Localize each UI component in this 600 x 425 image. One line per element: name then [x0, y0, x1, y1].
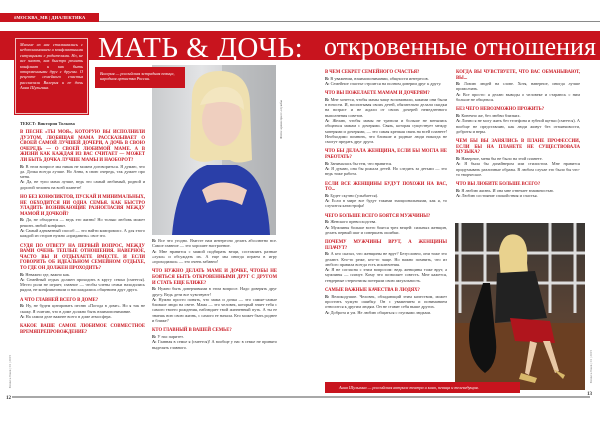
answer-paragraph — [325, 251, 447, 267]
answer-paragraph — [152, 238, 277, 249]
speaker-initial: В: — [325, 293, 330, 299]
answer-paragraph — [20, 217, 145, 228]
answer-text: Мне хочется, чтобы мамы чаще вспоминали, какими они были в юности. И, воспитывая своих детей, обязательно делали скидки на возраст и не ждали от своих дочерей немедленного выполнения советов. — [325, 96, 447, 118]
column-1 — [20, 130, 145, 335]
speaker-initial: В: — [325, 251, 330, 257]
answer-text: Все что угодно. Вместе нам интересно делать абсолютно все. Самое главное — это хорошее настроение. — [152, 238, 277, 249]
answer-paragraph — [325, 310, 447, 315]
answer-paragraph — [325, 198, 447, 209]
answer-text: Я не согласна с этим вопросом: ведь женщины тоже врут, а мужчины — плачут. Кому что позволяет совесть. Мне кажется, гендерные стереотипы потеряли свою актуальность. — [325, 267, 447, 283]
question-heading: ПОЧЕМУ МУЖЧИНЫ ВРУТ, А ЖЕНЩИНЫ ПЛАЧУТ? — [325, 240, 447, 251]
answer-text: На самом деле важнее всего в доме атмосфера. — [25, 313, 112, 319]
answer-text: Неважно где, важно как. — [25, 271, 71, 277]
answer-text: Самый адекватный способ — это найти компромисс. А для этого каждой из сторон нужно «придавить» свое эго. — [20, 228, 146, 239]
speaker-initial: А: — [20, 276, 25, 282]
question-heading: ЧЕМ БЫ ВЫ ЗАНЯЛИСЬ В ПЛАНЕ ПРОФЕССИИ, ЕСЛИ БЫ НА ПЛАНЕТЕ НЕ СУЩЕСТВОВАЛА МУЗЫКА? — [456, 139, 580, 156]
question-heading: В ЧЕМ СЕКРЕТ СЕМЕЙНОГО СЧАСТЬЯ? — [325, 70, 420, 75]
answer-text: У нас паритет. — [157, 333, 184, 339]
answer-text: Нужно быть доверчивыми в этом вопросе. Надо доверять друг другу. Ведь дети все чувствуют! — [152, 286, 277, 297]
answer-text: Лично я не могу жить без телефона и зубной щетки (смеется). А вообще не представляю, как люди живут без отзывчивости, доброты и веры. — [456, 118, 580, 134]
answer-paragraph — [325, 267, 447, 283]
section-tag: #МОСКВА_МВ | ДИАЛЕКТИКА — [0, 13, 99, 22]
speaker-initial: А: — [325, 117, 330, 123]
title-part-2: откровенные отношения — [324, 32, 596, 61]
speaker-initial: А: — [325, 80, 330, 86]
photo-credit: Фото: архив пресс-службы — [279, 100, 283, 139]
answer-paragraph — [456, 161, 580, 177]
answer-text: Нужно просто понять, что мама и дочка — это самые-самые близкие люди на свете. Мама — это человек, который знает тебя с самого твоего рождения, наблюдает твой жизненный путь. А ты ее знаешь всю свою жизнь, с самого ее начала. Кто может быть роднее и ближе? — [152, 296, 277, 324]
answer-text: Доброта и ум. Не люблю общаться с глупыми людьми. — [330, 309, 432, 315]
answer-paragraph — [325, 97, 447, 118]
question-heading: В ПЕСНЕ «ТЫ МОЯ», КОТОРУЮ ВЫ ИСПОЛНИЛИ ДУЭТОМ, ЛЮБЯЩАЯ МАМА РАССКАЗЫВАЕТ О СВОЕЙ САМОЙ ЛУЧШЕЙ ДОЧЕРИ, А ДОЧЬ В СВОЮ ОЧЕРЕДЬ — О СВОЕЙ ЛЮБИМОЙ МАМЕ. А В ЖИЗНИ КАК КАЖДАЯ ИЗ ВАС СЧИТАЕТ — МОЖЕТ ЛИ БЫТЬ ДОЧКА ЛУЧШЕ МАМЫ И НАОБОРОТ? — [20, 130, 145, 163]
answer-text: Занималась бы тем, что нравится. — [330, 160, 393, 166]
header-rule — [99, 21, 600, 22]
photo-caption: Валерия — российская эстрадная певица, народная артистка России. — [95, 67, 185, 88]
answer-text: Да, не обходится — ведь это жизнь! Но только любовь может решить любой конфликт. — [20, 217, 146, 228]
answer-paragraph — [325, 294, 447, 310]
answer-text: Если в мире все будут такими эмоциональными, как я, то случится катастрофа! — [325, 198, 448, 209]
question-heading: БЕЗ ЧЕГО НЕВОЗМОЖНО ПРОЖИТЬ? — [456, 107, 545, 113]
column-2 — [152, 238, 277, 350]
right-folio: Moskva Week | 01 | 2015 — [589, 350, 593, 384]
answer-paragraph — [20, 303, 145, 314]
left-folio: Moskva Week | 01 | 2015 — [8, 355, 12, 389]
answer-text: В уважении, взаимопонимании, общности интересов. — [330, 75, 429, 81]
speaker-initial: А: — [20, 228, 25, 234]
page-number-left: 12 — [6, 396, 11, 401]
answer-paragraph — [325, 81, 447, 86]
answer-paragraph — [152, 339, 277, 350]
answer-text: Я люблю жизнь. И она мне отвечает взаимностью. — [461, 187, 555, 193]
question-heading: ЧТО НУЖНО ДЕЛАТЬ МАМЕ И ДОЧКЕ, ЧТОБЫ НЕ БОЯТЬСЯ БЫТЬ ОТКРОВЕННЫМИ ДРУГ С ДРУГОМ И СТАТЬ ЕЩЕ БЛИЖЕ? — [152, 269, 277, 286]
speaker-initial: А: — [325, 198, 330, 204]
speaker-initial: В: — [456, 187, 461, 193]
speaker-initial: В: — [152, 333, 157, 339]
answer-text: Да, не тупо мама лучше, ведь это самый любимый, родной и дорогой человек на всей планете! — [20, 179, 146, 190]
footer-rule — [12, 396, 590, 398]
speaker-initial: А: — [325, 224, 330, 230]
answer-text: Я думаю, она бы рожала детей. Но следить за детьми — это ведь тоже работа. — [325, 165, 447, 177]
photo-valeria — [152, 65, 276, 235]
speaker-initial: В: — [325, 192, 330, 198]
answer-paragraph — [20, 314, 145, 319]
answer-text: Ну, не будем цитировать песню «Погода в доме». Но я так не скажу. Я считаю, что в доме должно быть взаимопонимание. — [20, 303, 145, 314]
answer-paragraph — [325, 166, 447, 177]
answer-text: Я была бы дизайнером или стилистом. Мне нравится придумывать различные образы. В любом случае это было бы что-то творческое. — [456, 161, 580, 177]
speaker-initial: А: — [456, 91, 461, 97]
speaker-initial: А: — [325, 165, 330, 171]
answer-text: Мужчины больше всего боятся трех вещей: сильных женщин, делать первый шаг и совершать ошибки. — [325, 224, 447, 235]
answer-text: Наверное, меня бы не было на этой планете. — [461, 155, 543, 161]
answer-paragraph — [325, 118, 447, 144]
speaker-initial: А: — [20, 313, 25, 319]
answer-text: Женского превосходства. — [330, 219, 377, 225]
answer-text: Семейное счастье строится на полном доверии друг к другу. — [330, 80, 442, 86]
answer-text: Желаю, чтобы мамы не тратили и больше не менялись общаться мамам с дочерями. Связь, которая существует между матерями и дочерями, — это самая крепкая связь на всей планете! Необходимо помнить, что близкие и родные люди никогда не смогут предать друг друга. — [325, 117, 447, 145]
question-heading: СУДЯ ПО ОТВЕТУ НА ПЕРВЫЙ ВОПРОС, МЕЖДУ ВАМИ ОЧЕНЬ ТЕПЛЫЕ ОТНОШЕНИЯ. НАВЕРНОЕ, ЧАСТО ВЫ И ОТДЫХАЕТЕ ВМЕСТЕ. И ЕСЛИ ГОВОРИТЬ ОБ ИДЕАЛЬНОМ СЕМЕЙНОМ ОТДЫХЕ, ТО ГДЕ ОН ДОЛЖЕН ПРОХОДИТЬ? — [20, 243, 145, 271]
page-number-right: 13 — [587, 392, 592, 397]
speaker-initial: А: — [456, 118, 461, 124]
speaker-initial: А: — [152, 248, 157, 254]
question-heading: САМЫЕ ВАЖНЫЕ КАЧЕСТВА В ЛЮДЯХ? — [325, 288, 420, 294]
speaker-initial: В: — [456, 112, 461, 118]
speaker-initial: А: — [152, 296, 157, 302]
speaker-initial: В: — [20, 271, 25, 277]
answer-text: В этом вопросе мы никак не можем договориться. Я думаю, что да. Дочка всегда лучше. Но Анна, в свою очередь, так думает про меня. — [20, 163, 145, 180]
speaker-initial: А: — [325, 309, 330, 315]
speaker-initial: В: — [325, 96, 330, 102]
answer-paragraph — [20, 277, 145, 293]
answer-paragraph — [152, 249, 277, 265]
speaker-initial: В: — [325, 219, 330, 225]
answer-text: Великодушие. Человек, обладающий этим качеством, может простить чужую ошибку. Он с уважением и пониманием относится к другим людям. Он не ставит себя выше других. — [325, 293, 447, 310]
answer-paragraph — [456, 193, 580, 198]
speaker-initial: А: — [20, 179, 25, 185]
answer-paragraph — [20, 179, 145, 190]
speaker-initial: В: — [152, 238, 157, 243]
speaker-initial: А: — [152, 339, 157, 345]
column-4 — [456, 70, 580, 198]
intro-box: Многие из нас сталкивались с недопониманием и конфликтными ситуациями с родителями. Но, не все знают, как быстро решить конфликт и как быть откровенными друг с другом. О рецепте семейного счастья рассказали Валерия и ее дочь Анна Шульгина. — [15, 38, 88, 114]
answer-text: Семейный отдых должен проходить в кругу семьи (смеется). Место роли не играет, главное — чтобы члены семьи находились рядом, не конфликтовали и наслаждались общением друг друга. — [20, 276, 146, 293]
question-heading: ЧТО ВЫ ЛЮБИТЕ БОЛЬШЕ ВСЕГО? — [456, 182, 541, 188]
answer-text: Мне нравится с мамой подбирать вещи, составлять разные «луки» и обсуждать их. А еще мы иногда играем в игру «проходилки» — это очень забавно! — [152, 248, 277, 265]
answer-paragraph — [456, 118, 580, 134]
question-heading: КОГДА ВЫ ЧУВСТВУЕТЕ, ЧТО ВАС ОБМАНЫВАЮТ, ВЫ... — [456, 70, 580, 81]
answer-paragraph — [325, 225, 447, 236]
photo-anna — [455, 223, 585, 390]
author-byline: ТЕКСТ: Виктория Толкова — [20, 121, 75, 126]
answer-paragraph — [20, 164, 145, 180]
question-heading: КТО ГЛАВНЫЙ В ВАШЕЙ СЕМЬЕ? — [152, 328, 232, 334]
answer-paragraph — [456, 92, 580, 103]
speaker-initial: А: — [456, 161, 461, 167]
speaker-initial: В: — [325, 75, 330, 81]
title-part-1: МАТЬ & ДОЧЬ: — [98, 32, 304, 64]
question-heading: КАКОЕ ВАШЕ САМОЕ ЛЮБИМОЕ СОВМЕСТНОЕ ВРЕМЯПРЕПРОВОЖДЕНИЕ? — [20, 324, 145, 335]
question-heading: ЕСЛИ ВСЕ ЖЕНЩИНЫ БУДУТ ПОХОЖИ НА ВАС, ТО... — [325, 181, 447, 193]
answer-text: Ловлю людей на слове. Хотя, наверное, иногда лучше промолчать. — [456, 81, 581, 92]
column-3 — [325, 70, 447, 315]
answer-paragraph — [152, 297, 277, 323]
speaker-initial: В: — [20, 163, 25, 169]
question-heading: А ЧТО ГЛАВНЕЙ ВСЕГО В ДОМЕ? — [20, 297, 99, 303]
question-heading: ЧТО ВЫ ПОЖЕЛАЕТЕ МАМАМ И ДОЧЕРЯМ? — [325, 91, 430, 97]
speaker-initial: В: — [20, 303, 25, 309]
speaker-initial: В: — [456, 155, 461, 161]
photo-caption-2: Анна Шульгина — российская актриса театра и кино, певица и телеведущая. — [325, 382, 520, 393]
answer-text: Все просто: я делаю выводы о человеке и стараюсь с ним больше не общаться. — [456, 91, 580, 103]
answer-paragraph — [152, 286, 277, 297]
speaker-initial: В: — [456, 81, 461, 87]
answer-paragraph — [20, 228, 145, 239]
question-heading: ЧТО БЫ ДЕЛАЛА ЖЕНЩИНА, ЕСЛИ БЫ МОГЛА НЕ РАБОТАТЬ? — [325, 149, 447, 161]
speaker-initial: А: — [325, 267, 330, 273]
speaker-initial: А: — [456, 193, 461, 199]
speaker-initial: В: — [152, 286, 157, 292]
question-heading: НО БЕЗ КОНФЛИКТОВ, ПУСКАЙ И МИНИМАЛЬНЫХ, НЕ ОБХОДИТСЯ НИ ОДНА СЕМЬЯ. КАК БЫСТРО УЛАДИТЬ ВОЗНИКАЮЩИЕ РАЗНОГЛАСИЯ МЕЖДУ МАМОЙ И ДОЧКОЙ? — [20, 195, 145, 217]
answer-text: Люблю состояние спокойствия и счастья. — [461, 193, 538, 199]
question-heading: ЧЕГО БОЛЬШЕ ВСЕГО БОЯТСЯ МУЖЧИНЫ? — [325, 213, 431, 219]
speaker-initial: В: — [325, 160, 330, 166]
speaker-initial: В: — [20, 217, 25, 223]
answer-paragraph — [456, 81, 580, 92]
answer-text: Конечно же, без любви близких. — [461, 112, 521, 118]
answer-text: Главная в семье я (смеется)! А вообще у нас в семье не принято выделять главного. — [152, 339, 277, 350]
answer-text: Будет скучно (улыбается). — [330, 192, 379, 198]
answer-text: А кто сказал, что женщины не врут? Безусловно, они тоже это делают. Кто-то реже, кто-то чаще. Но важно помнить, что из любого правила всегда есть исключения. — [325, 251, 447, 267]
